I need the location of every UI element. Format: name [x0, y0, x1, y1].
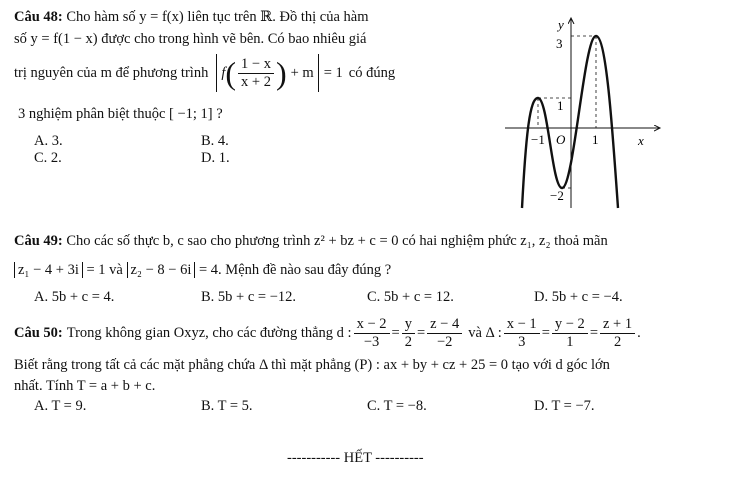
q50-and-delta: và Δ : — [468, 324, 502, 341]
q50-line1: Câu 50: Trong không gian Oxyz, cho các đường thẳng d : $\frac{x - 2}{-3}$ = $\frac{y}{2}$ = $\frac{z - 4}{-2}$ và Δ : $\frac{x - 1}{3}$ = $\frac{y - 2}{1}$ = $\frac{z + 1}{2}$ . — [14, 315, 641, 350]
q49-option-a[interactable]: A. 5b + c = 4. — [34, 289, 115, 305]
q48-line4: 3 nghiệm phân biệt thuộc [ −1; 1] ? — [18, 106, 223, 122]
q49-line2 — [14, 262, 391, 279]
q48-option-c[interactable]: C. 2. — [34, 150, 62, 166]
q49-eq1: = 1 và — [86, 262, 123, 278]
q48-frac-num: 1 − x — [238, 56, 274, 74]
q49-line1 — [14, 233, 608, 250]
q48-function-graph — [500, 12, 670, 212]
q48-plus-m: + m — [290, 64, 314, 81]
q50-line2: Biết rằng trong tất cả các mặt phẳng chứa Δ thì mặt phẳng (P) : ax + by + cz + 25 = 0 tạo với d góc lớn — [14, 357, 610, 373]
q49-label: Câu 49: — [14, 233, 63, 249]
label-x1: 1 — [592, 132, 599, 147]
q48-option-d[interactable]: D. 1. — [201, 150, 230, 166]
q48-abs-expr: f ( $\frac{1 - x}{x + 2}$ ) + m — [216, 54, 318, 92]
end-footer: ----------- HẾT ---------- — [287, 450, 424, 466]
label-y1: 1 — [557, 98, 564, 113]
label-y3: 3 — [556, 36, 563, 51]
origin-label: O — [556, 132, 566, 147]
q48-line3-post: có đúng — [348, 64, 396, 81]
y-axis-label: y — [558, 17, 564, 32]
q48-line3 — [14, 51, 395, 95]
q49-option-c[interactable]: C. 5b + c = 12. — [367, 289, 454, 305]
q49-abs1: z₁ − 4 + 3i — [14, 262, 83, 278]
q50-line3: nhất. Tính T = a + b + c. — [14, 378, 156, 394]
q49-abs2: z₂ − 8 − 6i — [127, 262, 196, 278]
q50-line1-pre: Trong không gian Oxyz, cho các đường thẳng d : — [66, 324, 352, 341]
q50-option-a[interactable]: A. T = 9. — [34, 398, 87, 414]
q50-label: Câu 50: — [14, 324, 63, 341]
q48-fraction — [238, 56, 274, 90]
q48-line1 — [14, 9, 368, 26]
q50-d-frac-y: $\frac{y}{2}$ — [402, 316, 415, 350]
q49-option-b[interactable]: B. 5b + c = −12. — [201, 289, 297, 305]
q50-d-frac-x: $\frac{x - 2}{-3}$ — [354, 316, 390, 350]
q50-delta-frac-x: $\frac{x - 1}{3}$ — [504, 316, 540, 350]
q50-option-c[interactable]: C. T = −8. — [367, 398, 427, 414]
q48-option-a[interactable]: A. 3. — [34, 133, 63, 149]
function-curve — [522, 36, 618, 208]
q48-option-b[interactable]: B. 4. — [201, 133, 229, 149]
q50-option-b[interactable]: B. T = 5. — [201, 398, 253, 414]
q49-text-line1: Cho các số thực b, c sao cho phương trình z² + bz + c = 0 có hai nghiệm phức z₁, z₂ thoả mãn — [66, 233, 608, 249]
q50-delta-frac-y: $\frac{y - 2}{1}$ — [552, 316, 588, 350]
q48-label: Câu 48: — [14, 9, 63, 25]
q50-option-d[interactable]: D. T = −7. — [534, 398, 595, 414]
q48-line3-pre: trị nguyên của m để phương trình — [14, 64, 209, 81]
q48-frac-den: x + 2 — [241, 73, 271, 90]
q50-d-frac-z: $\frac{z - 4}{-2}$ — [427, 316, 462, 350]
q48-text-line1: Cho hàm số y = f(x) liên tục trên ℝ. Đồ thị của hàm — [66, 9, 369, 25]
q49-option-d[interactable]: D. 5b + c = −4. — [534, 289, 623, 305]
q48-eq-rhs: = 1 — [323, 64, 343, 81]
q50-delta-frac-z: $\frac{z + 1}{2}$ — [600, 316, 635, 350]
label-xneg1: −1 — [531, 132, 545, 147]
label-yneg2: −2 — [550, 188, 564, 203]
q49-eq2: = 4. Mệnh đề nào sau đây đúng ? — [199, 262, 392, 278]
q48-line2: số y = f(1 − x) được cho trong hình vẽ bên. Có bao nhiêu giá — [14, 31, 367, 47]
q48-f-letter: f — [221, 64, 226, 81]
x-axis-label: x — [638, 133, 644, 148]
